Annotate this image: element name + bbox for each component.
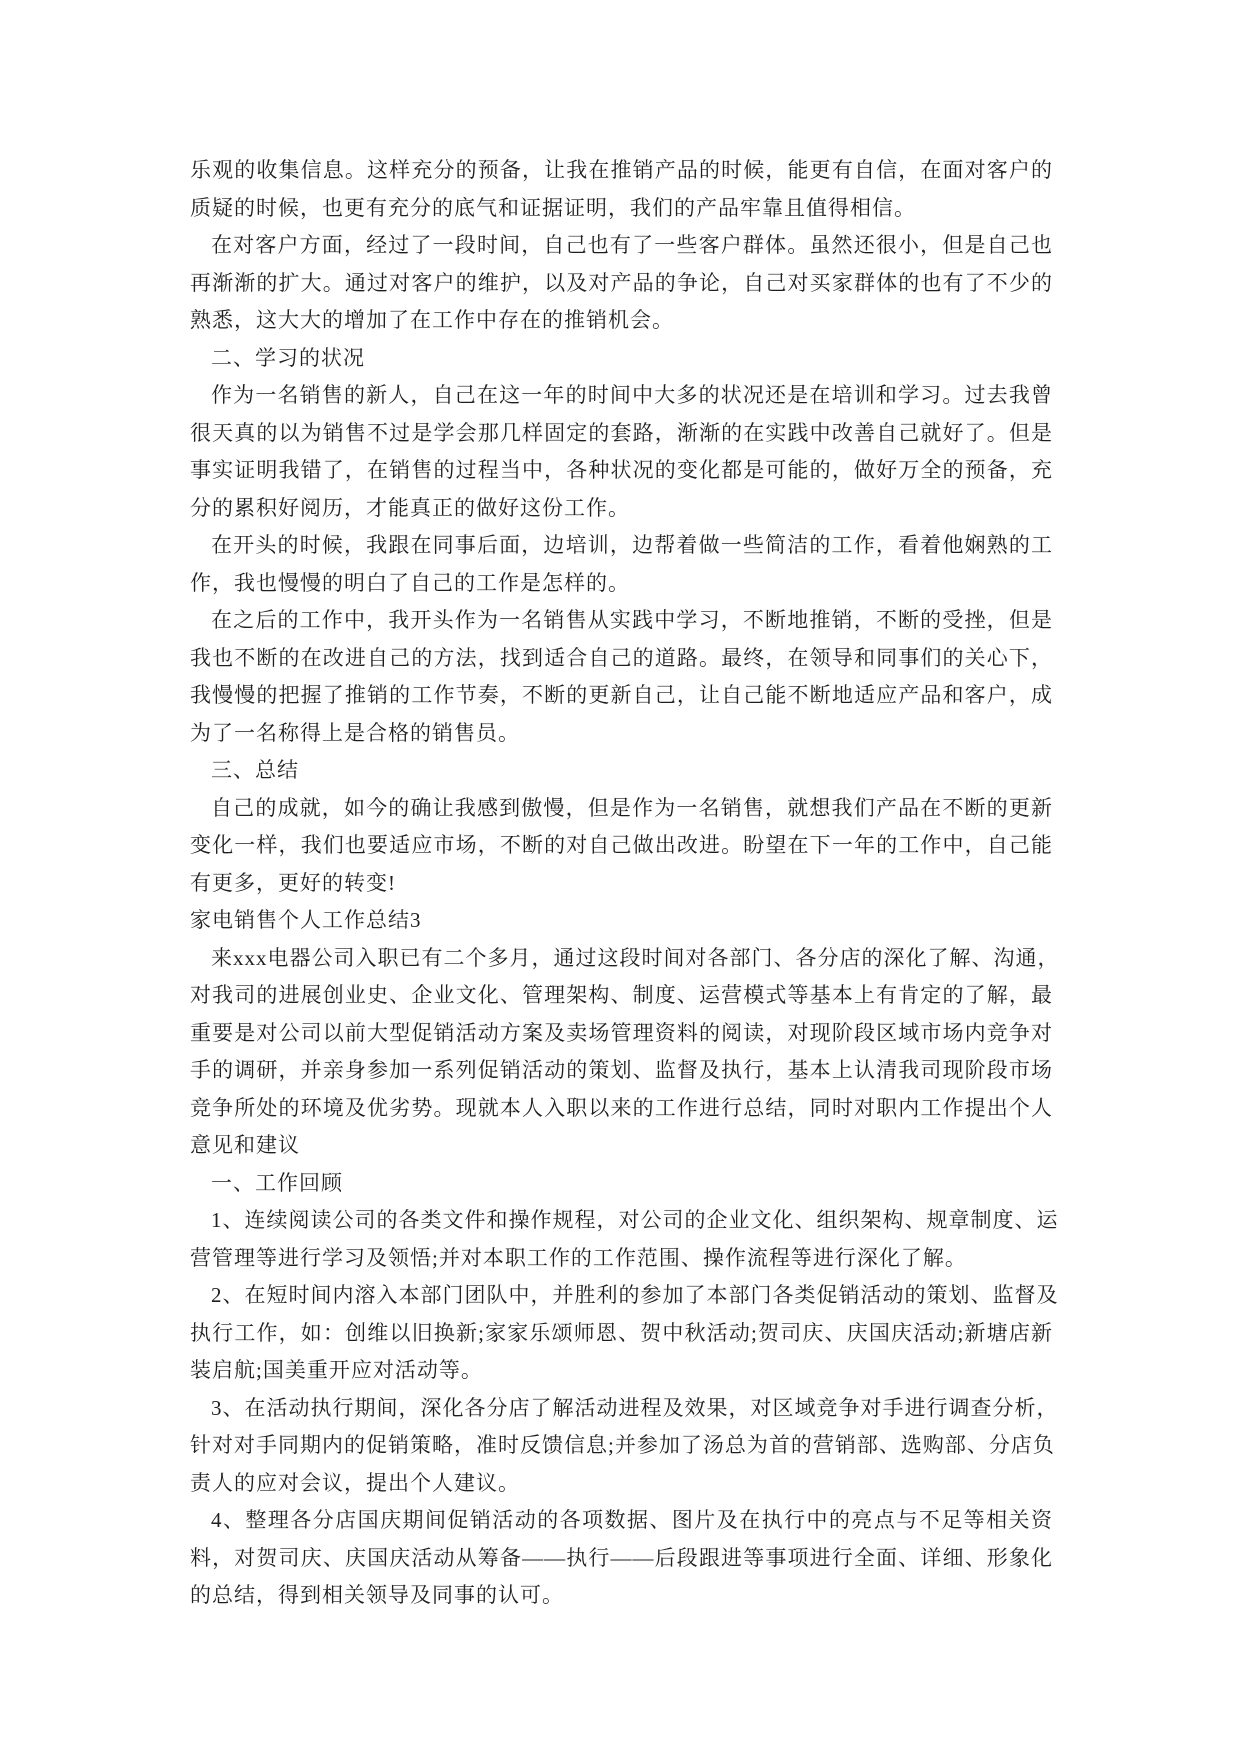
text-line: 再渐渐的扩大。通过对客户的维护，以及对产品的争论，自己对买家群体的也有了不少的 <box>190 270 1053 295</box>
text-line: 4、整理各分店国庆期间促销活动的各项数据、图片及在执行中的亮点与不足等相关资 <box>211 1508 1053 1532</box>
text-line: 我慢慢的把握了推销的工作节奏，不断的更新自己，让自己能不断地适应产品和客户，成 <box>190 683 1053 707</box>
text-line: 质疑的时候，也更有充分的底气和证据证明，我们的产品牢靠且值得相信。 <box>190 195 916 220</box>
text-line: 意见和建议 <box>190 1133 300 1157</box>
text-line: 来xxx电器公司入职已有二个多月，通过这段时间对各部门、各分店的深化了解、沟通， <box>211 945 1060 970</box>
text-line: 很天真的以为销售不过是学会那几样固定的套路，渐渐的在实践中改善自己就好了。但是 <box>190 420 1053 445</box>
text-line: 二、学习的状况 <box>211 345 365 370</box>
text-line: 有更多，更好的转变! <box>190 870 396 895</box>
text-line: 一、工作回顾 <box>211 1170 343 1195</box>
document-text <box>190 152 1060 1615</box>
text-line: 分的累积好阅历，才能真正的做好这份工作。 <box>190 495 630 520</box>
text-line: 竞争所处的环境及优劣势。现就本人入职以来的工作进行总结，同时对职内工作提出个人 <box>190 1095 1053 1120</box>
text-line: 重要是对公司以前大型促销活动方案及卖场管理资料的阅读，对现阶段区域市场内竞争对 <box>190 1020 1053 1045</box>
text-line: 三、总结 <box>211 758 299 782</box>
text-line: 家电销售个人工作总结3 <box>190 908 422 932</box>
text-line: 2、在短时间内溶入本部门团队中，并胜利的参加了本部门各类促销活动的策划、监督及 <box>211 1283 1059 1307</box>
text-line: 作，我也慢慢的明白了自己的工作是怎样的。 <box>190 570 630 595</box>
text-line: 执行工作，如：创维以旧换新;家家乐颂师恩、贺中秋活动;贺司庆、庆国庆活动;新塘店新 <box>190 1320 1053 1345</box>
text-line: 在开头的时候，我跟在同事后面，边培训，边帮着做一些简洁的工作，看着他娴熟的工 <box>211 533 1053 557</box>
text-line: 的总结，得到相关领导及同事的认可。 <box>190 1583 564 1607</box>
text-line: 在之后的工作中，我开头作为一名销售从实践中学习，不断地推销，不断的受挫，但是 <box>211 608 1053 632</box>
text-line: 营管理等进行学习及领悟;并对本职工作的工作范围、操作流程等进行深化了解。 <box>190 1245 967 1270</box>
text-line: 为了一名称得上是合格的销售员。 <box>190 720 520 745</box>
text-line: 乐观的收集信息。这样充分的预备，让我在推销产品的时候，能更有自信，在面对客户的 <box>190 158 1053 182</box>
text-line: 变化一样，我们也要适应市场，不断的对自己做出改进。盼望在下一年的工作中，自己能 <box>190 833 1053 857</box>
text-line: 事实证明我错了，在销售的过程当中，各种状况的变化都是可能的，做好万全的预备，充 <box>190 458 1053 482</box>
text-line: 装启航;国美重开应对活动等。 <box>190 1358 483 1382</box>
text-line: 料，对贺司庆、庆国庆活动从筹备——执行——后段跟进等事项进行全面、详细、形象化 <box>190 1545 1053 1570</box>
text-line: 自己的成就，如今的确让我感到傲慢，但是作为一名销售，就想我们产品在不断的更新 <box>211 795 1053 820</box>
text-line: 3、在活动执行期间，深化各分店了解活动进程及效果，对区域竞争对手进行调查分析， <box>211 1395 1059 1420</box>
text-line: 熟悉，这大大的增加了在工作中存在的推销机会。 <box>190 308 674 332</box>
text-line: 对我司的进展创业史、企业文化、管理架构、制度、运营模式等基本上有肯定的了解，最 <box>190 983 1053 1007</box>
text-line: 责人的应对会议，提出个人建议。 <box>190 1470 520 1495</box>
text-line: 针对对手同期内的促销策略，准时反馈信息;并参加了汤总为首的营销部、选购部、分店负 <box>190 1433 1055 1457</box>
text-line: 1、连续阅读公司的各类文件和操作规程，对公司的企业文化、组织架构、规章制度、运 <box>211 1208 1059 1232</box>
text-line: 我也不断的在改进自己的方法，找到适合自己的道路。最终，在领导和同事们的关心下， <box>190 645 1053 670</box>
text-line: 手的调研，并亲身参加一系列促销活动的策划、监督及执行，基本上认清我司现阶段市场 <box>190 1058 1053 1082</box>
text-line: 在对客户方面，经过了一段时间，自己也有了一些客户群体。虽然还很小，但是自己也 <box>211 233 1053 257</box>
text-line: 作为一名销售的新人，自己在这一年的时间中大多的状况还是在培训和学习。过去我曾 <box>211 383 1053 407</box>
